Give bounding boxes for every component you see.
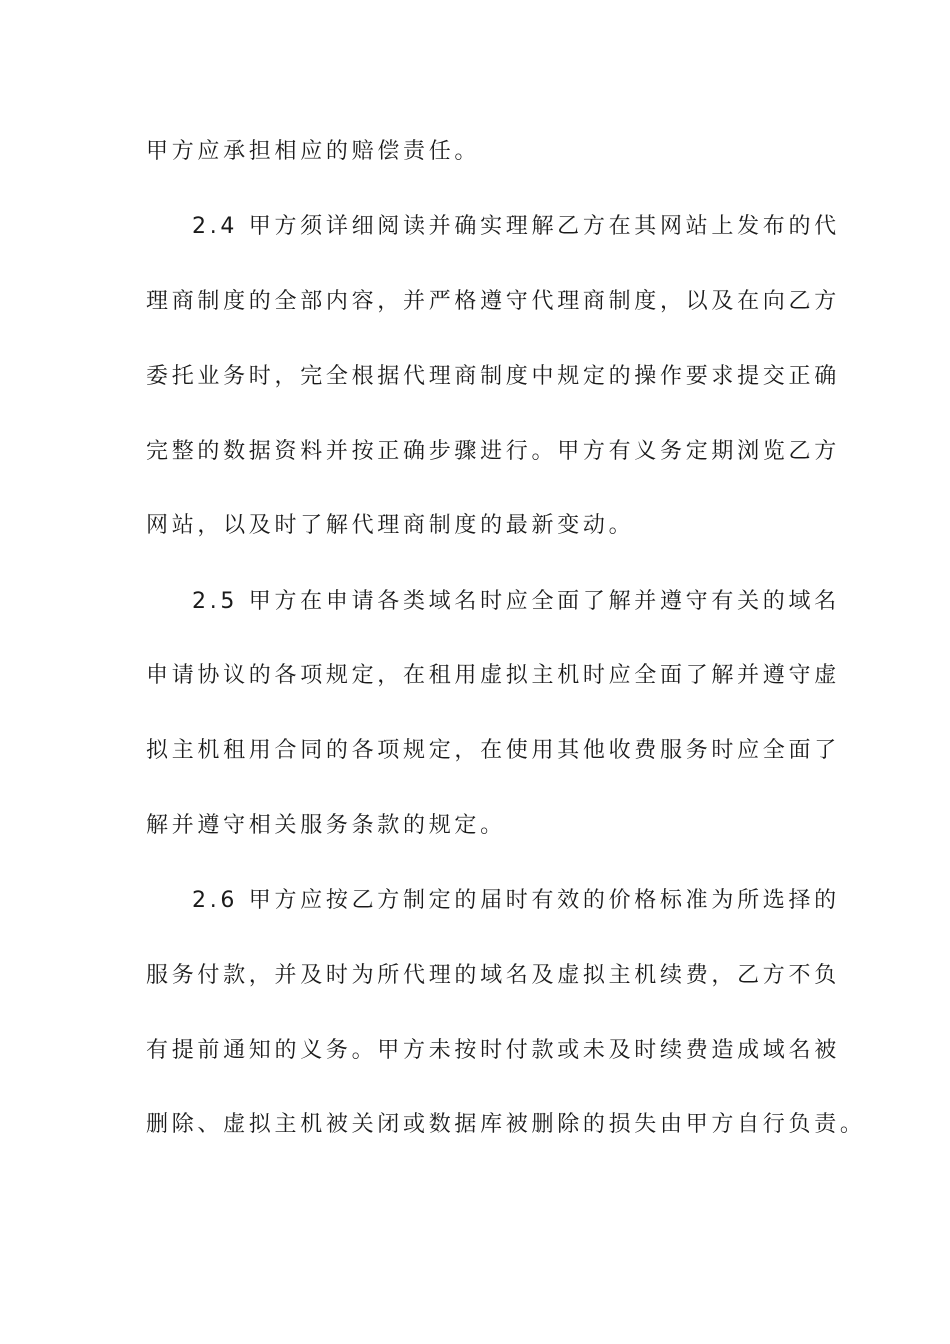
paragraph-line: 删除、虚拟主机被关闭或数据库被删除的损失由甲方自行负责。 (146, 1112, 866, 1137)
paragraph-line: 服务付款，并及时为所代理的域名及虚拟主机续费，乙方不负 (146, 963, 840, 988)
paragraph-line: 拟主机租用合同的各项规定，在使用其他收费服务时应全面了 (146, 738, 840, 763)
clause-2-5-first-line: 2.5 甲方在申请各类域名时应全面了解并遵守有关的域名 (192, 589, 840, 614)
paragraph-line: 委托业务时，完全根据代理商制度中规定的操作要求提交正确 (146, 364, 840, 389)
clause-2-4-first-line: 2.4 甲方须详细阅读并确实理解乙方在其网站上发布的代 (192, 214, 840, 239)
paragraph-line: 理商制度的全部内容，并严格遵守代理商制度，以及在向乙方 (146, 289, 840, 314)
paragraph-line: 申请协议的各项规定，在租用虚拟主机时应全面了解并遵守虚 (146, 663, 840, 688)
paragraph-line: 有提前通知的义务。甲方未按时付款或未及时续费造成域名被 (146, 1038, 840, 1063)
paragraph-line: 网站，以及时了解代理商制度的最新变动。 (146, 513, 635, 538)
paragraph-line: 甲方应承担相应的赔偿责任。 (146, 139, 481, 164)
paragraph-line: 完整的数据资料并按正确步骤进行。甲方有义务定期浏览乙方 (146, 439, 840, 464)
clause-2-6-first-line: 2.6 甲方应按乙方制定的届时有效的价格标准为所选择的 (192, 888, 840, 913)
paragraph-line: 解并遵守相关服务条款的规定。 (146, 813, 506, 838)
